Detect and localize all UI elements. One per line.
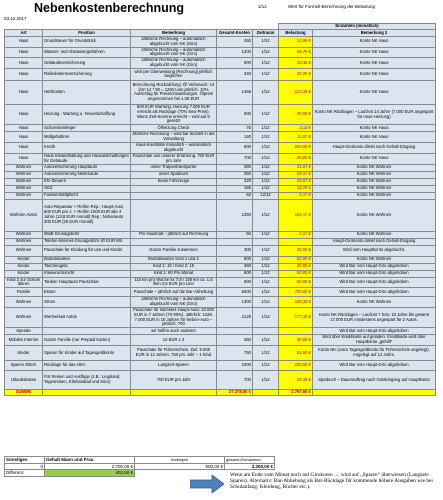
cell-bemerkung2: Wird Bar vom Haupt-Giro abgehoben: [313, 277, 436, 288]
cell-belastung: 108,33 €: [279, 297, 313, 308]
cell-art: Kind 2 zur Schule fahren: [5, 277, 43, 288]
cell-bemerkung: Kind 1: 15 / Kind 2: 15: [131, 263, 217, 270]
cell-art: Haus: [5, 153, 43, 164]
cell-bemerkung2: Konto NK Wohnen: [313, 256, 436, 263]
cell-bemerkung: beide Fahrzeuge: [131, 178, 217, 185]
cell-zeitraum: 1/12: [253, 297, 279, 308]
cell-zeitraum: 1/12: [253, 263, 279, 270]
cell-gesamt: 300: [217, 245, 253, 256]
cell-bemerkung2: Konto NK Wohnen: [313, 178, 436, 185]
cell-bemerkung: Ölheizung Check: [131, 125, 217, 132]
cell-bemerkung: [131, 185, 217, 192]
cell-zeitraum: 1/12: [253, 307, 279, 327]
cell-bemerkung: Langzeit-Sparen: [131, 361, 217, 371]
cell-bemerkung2: Konto NK Wohnen: [313, 164, 436, 171]
table-row: [5, 104, 436, 124]
table-row: [5, 277, 436, 288]
cell-zeitraum: 1/12: [253, 371, 279, 390]
cell-zeitraum: 12/12: [253, 192, 279, 199]
table-row: [5, 153, 436, 164]
cell-art: Wohnen: [5, 238, 43, 245]
cell-belastung: 29,17 €: [279, 171, 313, 178]
cell-bemerkung: unser Sparbuch: [131, 171, 217, 178]
cell-zeitraum: 1/12: [253, 58, 279, 69]
cell-position: Schornsteinfeger: [43, 125, 131, 132]
cell-bemerkung: 700 EUR pro Jahr: [131, 371, 217, 390]
cell-position: Müllgebühren: [43, 132, 131, 143]
cell-gesamt: 1468: [217, 80, 253, 104]
cell-art: Wohnen: [5, 178, 43, 185]
cell-bemerkung: Pauschale für nächstes Haupt-Auto: 10.000 EUR in 7 Jahren (70-80%). Jährlich: 1428. 7.000 EUR in 10 Jahren für Neben-Auto – jährlich: 700: [131, 307, 217, 327]
cell-bemerkung2: Konto NK Wohnen: [313, 231, 436, 238]
cell-art: Haus: [5, 125, 43, 132]
cell-zeitraum: 1/12: [253, 164, 279, 171]
cell-gesamt: 700: [217, 371, 253, 390]
cell-gesamt: 165: [217, 185, 253, 192]
cell-gesamt: 600: [217, 142, 253, 153]
cell-gesamt: [217, 328, 253, 335]
cell-belastung: [279, 328, 313, 335]
cell-art: Familie: [5, 288, 43, 297]
cell-position: Autoversicherung Nebenauto: [43, 171, 131, 178]
cell-art: Haus: [5, 37, 43, 48]
cell-bemerkung: unser Trutpentransporter: [131, 164, 217, 171]
cell-zeitraum: 1/12: [253, 47, 279, 58]
cell-belastung: 13,75 €: [279, 185, 313, 192]
cell-bemerkung: [131, 238, 217, 245]
cell-bemerkung: Busfahrkarten Kind 1 und 2: [131, 256, 217, 263]
cell-belastung: 66,70 €: [279, 47, 313, 58]
table-row: [5, 178, 436, 185]
cell-zeitraum: 1/12: [253, 178, 279, 185]
cell-position: Taschengeld: [43, 263, 131, 270]
table-row: [5, 171, 436, 178]
cell-bemerkung2: Wird über Kreditkarte auf geladen. Kreditkarte wird über Hauptkonto „gefüllt“: [313, 335, 436, 346]
cell-art: Wohnen: [5, 192, 43, 199]
cell-gesamt: 600: [217, 277, 253, 288]
cell-bemerkung2: Sparbuch – Dauerauftrag nach Geldeingang auf Hauptkonto: [313, 371, 436, 390]
cell-bemerkung2: Haupt-Girokonto direkt nach Gehalt-Eingang: [313, 142, 436, 153]
cell-belastung: 62,50 €: [279, 346, 313, 361]
cell-bemerkung: Kind 1: 60 Pro Monat: [131, 270, 217, 277]
cell-art: Wohnen: [5, 231, 43, 238]
table-row: [5, 361, 436, 371]
cell-belastung: [279, 238, 313, 245]
cell-zeitraum: 1/12: [253, 104, 279, 124]
cell-bemerkung2: Konto NK Wohnen: [313, 199, 436, 231]
cell-zeitraum: 1/12: [253, 153, 279, 164]
cell-gesamt: 380: [217, 164, 253, 171]
cell-bemerkung: Ganze Familie zusammen: [131, 245, 217, 256]
cell-art: Sparen Eltern: [5, 361, 43, 371]
cell-belastung: 33,35 €: [279, 58, 313, 69]
cell-belastung: 50,00 €: [279, 277, 313, 288]
col-belastung: Belastung: [279, 30, 313, 37]
cell-bemerkung2: Konto NK Wohnen: [313, 192, 436, 199]
cell-belastung: 30,00 €: [279, 335, 313, 346]
cell-art: Haus: [5, 58, 43, 69]
table-row: [5, 199, 436, 231]
gesamt-value: 3.200,00 €: [225, 463, 275, 470]
cell-position: Wildt-Grundgebühr: [43, 231, 131, 238]
cell-gesamt: 1200: [217, 47, 253, 58]
cell-belastung: 13,99 €: [279, 37, 313, 48]
cell-zeitraum: 1/12: [253, 277, 279, 288]
cell-art: Haus: [5, 80, 43, 104]
cell-zeitraum: 1/12: [253, 199, 279, 231]
cell-belastung: 32,26 €: [279, 68, 313, 80]
cell-bemerkung: Jährliche Rechnung – automatisch abgebucht vom NK (Giro): [131, 37, 217, 48]
cell-zeitraum: 1/12: [253, 245, 279, 256]
cost-sheet: [4, 23, 435, 396]
cell-art: Wohnen: [5, 171, 43, 178]
cell-gesamt: 340: [217, 68, 253, 80]
cell-gesamt: [217, 238, 253, 245]
group-header: Einzahlen (monatlich): [279, 24, 436, 30]
table-row: [5, 263, 436, 270]
cell-bemerkung: wir helfen auch anderen: [131, 328, 217, 335]
cell-position: Rücklage für das Alter.: [43, 361, 131, 371]
cell-zeitraum: 1/12: [253, 288, 279, 297]
table-row: [5, 68, 436, 80]
cell-zeitraum: 1/12: [253, 132, 279, 143]
cell-position: Grundsteuer für Grundstück: [43, 37, 131, 48]
cell-position: Wasser- und Abwassergebühren: [43, 47, 131, 58]
table-row: [5, 238, 436, 245]
cell-belastung: 600,00 €: [279, 142, 313, 153]
cell-bemerkung2: Konto NK Wohnen: [313, 171, 436, 178]
cell-zeitraum: 1/12: [253, 125, 279, 132]
cell-art: Haus: [5, 68, 43, 80]
cell-bemerkung2: Konto NK (extra Tagesgeldkonto für Führerschein angelegt). Angelegt auf 12 Jahre.: [313, 346, 436, 361]
cell-gesamt: 8400: [217, 288, 253, 297]
cell-bemerkung: Pauschale aus unserer Erfahrung. 700 EUR pro Jahr: [131, 153, 217, 164]
cell-art: Kinder: [5, 270, 43, 277]
cell-belastung: 26,67 €: [279, 178, 313, 185]
cell-belastung: 58,33 €: [279, 371, 313, 390]
cell-zeitraum: [253, 238, 279, 245]
cell-bemerkung: 110 km pro Woche 5x 7,8 / 100 km ca. 1.5 l/km 4,5 EUR pro Liter: [131, 277, 217, 288]
table-row: [5, 245, 436, 256]
cell-gesamt: 360: [217, 263, 253, 270]
cell-gesamt: 500: [217, 104, 253, 124]
cell-belastung: 25,00 €: [279, 245, 313, 256]
cell-bemerkung: 10 EUR x 3: [131, 335, 217, 346]
cell-zeitraum: 1/12: [253, 335, 279, 346]
cell-bemerkung: Jährliche Rechnung – automatisch abgebucht vom NK (Giro): [131, 58, 217, 69]
note-text: Wenn am Ende vom Monat noch auf Girokonto → wird auf „Sparen“ überwiesen (Langzeit-Sparen). Alternativ: Bar-Abhebung als Bar-Rücklage für kommende höhere Ausgaben wie bei Schulanfang: Kleidung, Bücher etc.).: [230, 472, 433, 491]
cell-position: Für Reisen und Ausflüge (z.B.: Legoland, Tagesreisen, Erlebnisbad und Kino): [43, 371, 131, 390]
cell-belastung: 700,00 €: [279, 288, 313, 297]
cell-position: Essen: [43, 288, 131, 297]
cell-belastung: 30,00 €: [279, 263, 313, 270]
table-row: [5, 371, 436, 390]
cell-bemerkung: Berechnung Rückzahlung: Öl Verbrauch: 14 l/m² 14 * 90 = 1260 Liter jährlich. 10% Aufschlag für Preisschwankungen. Ölpreis angenommen bei 1.06 EUR: [131, 80, 217, 104]
cell-art: Mobiles Internet: [5, 335, 43, 346]
cell-zeitraum: 1/12: [253, 80, 279, 104]
column-header-row: [5, 30, 436, 37]
cell-bemerkung: 500 EUR Wartung; Heizung 7.000 EUR erreicht als Rücklage (70% Neu-Preis). Wenn Zeit-Summe erreicht – wird auf 0 gesetzt: [131, 104, 217, 124]
fraction-label: 1/12: [258, 4, 267, 9]
cell-gesamt: 350: [217, 171, 253, 178]
cell-art: Wohnen: [5, 164, 43, 171]
cell-zeitraum: 1/12: [253, 231, 279, 238]
cell-gesamt: 2400: [217, 361, 253, 371]
cell-bemerkung2: Konto NK Haus: [313, 80, 436, 104]
cell-position: Strom: [43, 297, 131, 308]
cell-bemerkung2: Wird Bar vom Haupt-Giro abgehoben: [313, 361, 436, 371]
sum-belastung: 2.797,50 €: [279, 390, 313, 396]
cell-bemerkung2: Wird Bar vom Haupt-Giro abgehoben: [313, 328, 436, 335]
arrow-icon: [190, 475, 224, 493]
cell-belastung: 177,33 €: [279, 307, 313, 327]
cell-position: Kfz-Steuern: [43, 178, 131, 185]
table-row: [5, 307, 436, 327]
cell-bemerkung2: Konto NK Haus: [313, 37, 436, 48]
sum-total: 27.378,00 €: [217, 390, 253, 396]
col-art: Art: [5, 30, 43, 37]
cell-position: Pauschale für Kleidung für uns und Kinder: [43, 245, 131, 256]
cell-bemerkung2: Konto NK Haus: [313, 132, 436, 143]
table-row: [5, 80, 436, 104]
cell-art: Kinder: [5, 263, 43, 270]
cell-art: Haus: [5, 142, 43, 153]
cell-gesamt: 320: [217, 178, 253, 185]
cell-gesamt: 50: [217, 231, 253, 238]
gehalt-label: Gehalt Mann und Frau: [45, 457, 135, 464]
cell-bemerkung: Jährliche Rechnung – automatisch abgebucht vom NK (Giro): [131, 47, 217, 58]
col-gesamt: Gesamt-Kosten: [217, 30, 253, 37]
cell-bemerkung2: Konto NK Haus: [313, 58, 436, 69]
cell-gesamt: 700: [217, 153, 253, 164]
cell-bemerkung2: Haupt-Girokonto direkt nach Gehalt-Eingang: [313, 238, 436, 245]
cell-position: Heizkosten: [43, 80, 131, 104]
cell-bemerkung2: Wird Bar vom Haupt-Giro abgehoben: [313, 270, 436, 277]
cell-gesamt: 75: [217, 125, 253, 132]
sonstiges-label: Sonstiges: [5, 457, 45, 464]
cell-gesamt: 750: [217, 346, 253, 361]
cell-position: Risikolebensversicherung: [43, 68, 131, 80]
date-label: 03.12.2017: [4, 16, 27, 21]
col-zeitraum: Zeitraum: [253, 30, 279, 37]
cell-zeitraum: 1/12: [253, 142, 279, 153]
cell-bemerkung2: Konto NK Haus: [313, 153, 436, 164]
cell-zeitraum: 1/12: [253, 68, 279, 80]
table-row: [5, 192, 436, 199]
sum-row: [5, 390, 436, 396]
cell-position: Familienhaftpflicht: [43, 192, 131, 199]
cell-bemerkung2: Konto NK Haus: [313, 68, 436, 80]
cell-bemerkung: Pro Haushalt – jährlich auf Rechnung: [131, 231, 217, 238]
cell-gesamt: 600: [217, 270, 253, 277]
cell-bemerkung: Pauschale – jährlich auf die Bar-Abhebung: [131, 288, 217, 297]
table-row: [5, 58, 436, 69]
cell-belastung: 20,83 €: [279, 104, 313, 124]
cell-zeitraum: 1/12: [253, 346, 279, 361]
cell-bemerkung2: Konto NK Rücklagen – Laufzeit 14 Jahre (7.000 EUR angespart für neue Heizung): [313, 104, 436, 124]
cell-bemerkung: Jährliche Rechnung – wird bar bezahlt in der Verwaltung: [132, 131, 215, 142]
cell-art: Urlaubskasse: [5, 371, 43, 390]
cell-zeitraum: 1/12: [253, 361, 279, 371]
cell-bemerkung: [131, 199, 217, 231]
kindergeld-value: 500,00 €: [135, 463, 225, 470]
cell-zeitraum: 1/12: [253, 37, 279, 48]
gehalt-value: 2.700,00 €: [45, 463, 135, 470]
cell-art: Wohnen Autos: [5, 199, 43, 231]
cell-position: Ganze Familie (nur Prepaid Karten): [43, 335, 131, 346]
cell-belastung: 200,00 €: [279, 361, 313, 371]
table-row: [5, 142, 436, 153]
table-row: [5, 328, 436, 335]
difference-value: 402,50 €: [45, 470, 135, 477]
col-position: Position: [43, 30, 131, 37]
cell-zeitraum: 1/12: [253, 256, 279, 263]
table-row: [5, 297, 436, 308]
table-row: [5, 125, 436, 132]
cell-bemerkung2: Wird Bar vom Haupt-Giro abgehoben: [313, 288, 436, 297]
cell-position: Gebäudeversicherung: [43, 58, 131, 69]
row-number: 0: [5, 463, 45, 470]
cell-gesamt: 2128: [217, 307, 253, 327]
table-row: [5, 231, 436, 238]
cell-position: Kredit: [43, 142, 131, 153]
table-row: [5, 37, 436, 48]
cell-art: Haus: [5, 104, 43, 124]
cell-bemerkung2: Wird vom Hauptkonto abgebucht.: [313, 245, 436, 256]
cell-bemerkung: Haus-Kreditrate monatlich – automatisch abgebucht: [131, 142, 217, 153]
cell-position: Klavierunterricht: [43, 270, 131, 277]
cell-zeitraum: [253, 328, 279, 335]
cell-bemerkung2: Konto NK Wohnen: [313, 185, 436, 192]
cell-belastung: 50,00 €: [279, 270, 313, 277]
cell-belastung: 122,33 €: [279, 80, 313, 104]
gesamt-label: gesamt-Einnahmen: [225, 457, 275, 464]
cell-art: Kinder: [5, 346, 43, 361]
cell-bemerkung: wird per Überweisung (Rechnung) jährlich beglichen: [131, 68, 217, 80]
cell-gesamt: 140: [217, 132, 253, 143]
cell-bemerkung2: Konto NK Haus: [313, 125, 436, 132]
cell-position: GEZ: [43, 185, 131, 192]
cell-position: Sparen für Kinder auf Tagesgeldkonto: [43, 346, 131, 361]
cell-belastung: 5,17 €: [279, 192, 313, 199]
cell-gesamt: 600: [217, 256, 253, 263]
cell-art: Wohnen: [5, 245, 43, 256]
cell-bemerkung2: Wird Bar vom Haupt-Giro abgehoben: [313, 263, 436, 270]
table-row: [5, 132, 436, 143]
page-title: Nebenkostenberechnung: [34, 1, 185, 15]
cell-position: Heizung - Wartung u. Neuanschaffung: [43, 104, 131, 124]
cell-gesamt: 62: [217, 192, 253, 199]
table-row: [5, 256, 436, 263]
cell-bemerkung2: Konto NK Haus: [313, 47, 436, 58]
table-row: [5, 185, 436, 192]
cell-belastung: 104,17 €: [279, 199, 313, 231]
cell-art: Haus: [5, 132, 43, 143]
table-row: [5, 47, 436, 58]
cell-bemerkung2: Konto NK Wohnen: [313, 297, 436, 308]
cell-gesamt: 360: [217, 335, 253, 346]
table-row: [5, 346, 436, 361]
cell-zeitraum: 1/12: [253, 185, 279, 192]
cell-position: Tanken Hauptauto Pauschale: [43, 277, 131, 288]
cell-art: Haus: [5, 47, 43, 58]
cell-position: Autoversicherung Hauptauto: [43, 164, 131, 171]
cell-bemerkung: Pauschale für Führerschein. Ziel: 9.000 EUR in 12 Jahren. 750 pro Jahr – 1 Kind: [131, 346, 217, 361]
cell-bemerkung: Jährliche Rechnung – automatisch abgebucht vom NK (Giro): [131, 297, 217, 308]
cell-zeitraum: 1/12: [253, 270, 279, 277]
table-row: [5, 164, 436, 171]
cell-position: Auto-Reparatur + Reifen Rep.; Haupt-Auto 600 EUR pro J. + Reifen 1000 EUR alle 4 Jahre (13,8 EUR monatl) Rep.; Nebenauto 300 EUR (25 EUR monatl): [43, 199, 131, 231]
cell-position: Busfahrkarten: [43, 256, 131, 263]
cell-gesamt: 600: [217, 58, 253, 69]
cell-zeitraum: 1/12: [253, 171, 279, 178]
sum-label: SUMME: [5, 390, 43, 396]
cell-art: Wohnen: [5, 307, 43, 327]
col-bemerkung2: Bemerkung 2: [313, 30, 436, 37]
cell-art: Kinder: [5, 256, 43, 263]
kindergeld-label: Kindergeld: [135, 457, 225, 464]
cell-position: Wertverlust Autos: [43, 307, 131, 327]
cell-position: [43, 328, 131, 335]
cell-belastung: 4,17 €: [279, 231, 313, 238]
cell-art: Wohnen: [5, 297, 43, 308]
cell-gesamt: 250: [217, 37, 253, 48]
cell-bemerkung2: Konto NK Rücklagen – Laufzeit 7 bzw. 10 Jahre bis gesamt 17.000 EUR mindestens angespart für 2 Autos.: [313, 307, 436, 327]
cell-position: Haus Instandhaltung und Hausanschaffungen für Gebäude: [44, 153, 129, 163]
cell-belastung: 31,67 €: [279, 164, 313, 171]
cell-belastung: 3,13 €: [279, 125, 313, 132]
difference-label: Differenz: [5, 470, 45, 477]
formula-description: Wert für Formell-Berechnung der Belastung: [288, 4, 375, 9]
cell-belastung: 50,00 €: [279, 256, 313, 263]
col-bemerkung: Bemerkung: [131, 30, 217, 37]
cell-gesamt: 1300: [217, 297, 253, 308]
cell-belastung: 50,00 €: [279, 153, 313, 164]
cell-belastung: 11,67 €: [279, 132, 313, 143]
cell-position: Telefon-Internet-Grundgebühr 40 EUR Mtl.: [43, 238, 131, 245]
table-row: [5, 288, 436, 297]
cell-gesamt: 1250: [217, 199, 253, 231]
cost-table: [4, 23, 436, 396]
cell-art: Spende: [5, 328, 43, 335]
cell-bemerkung: [131, 192, 217, 199]
table-row: [5, 335, 436, 346]
table-row: [5, 270, 436, 277]
cell-art: Wohnen: [5, 185, 43, 192]
